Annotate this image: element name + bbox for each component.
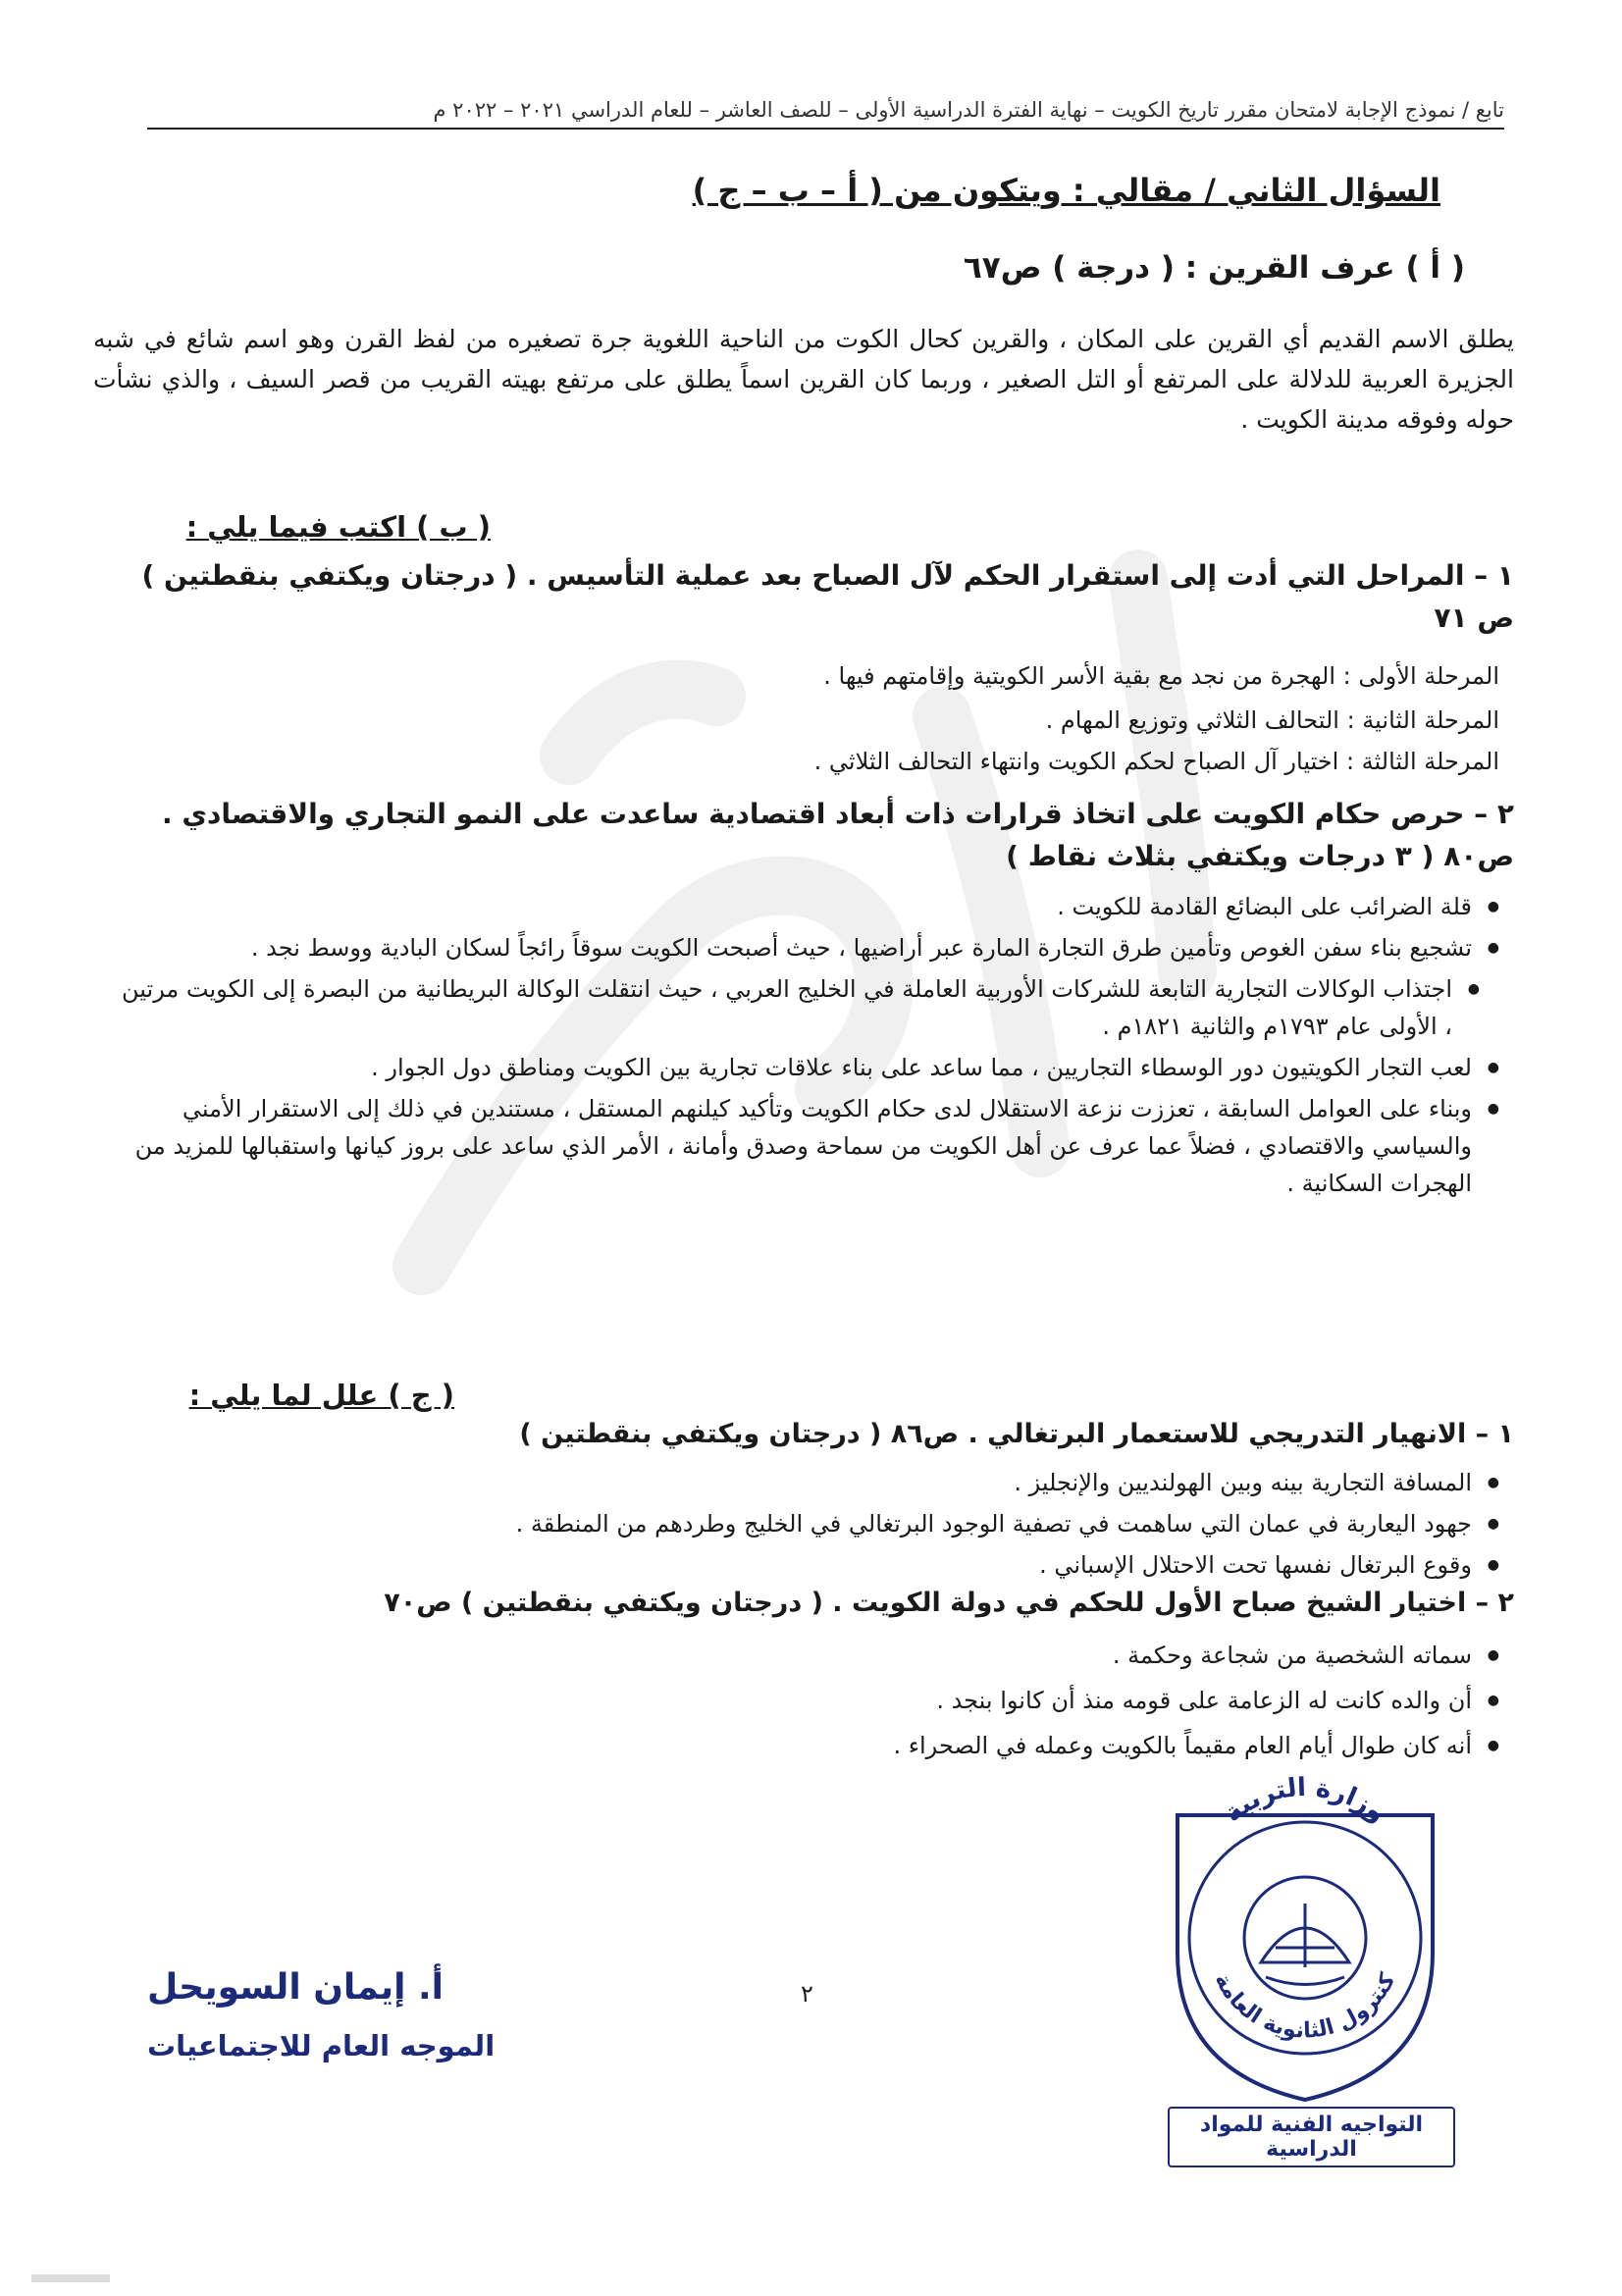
question-two-title: السؤال الثاني / مقالي : ويتكون من ( أ – ب – ج ) <box>692 172 1440 209</box>
page-header: تابع / نموذج الإجابة لامتحان مقرر تاريخ الكويت – نهاية الفترة الدراسية الأولى – للصف العاشر – للعام الدراسي ٢٠٢١ – ٢٠٢٢ م <box>147 98 1504 130</box>
signature-title: الموجه العام للاجتماعيات <box>147 2029 496 2062</box>
page-number: ٢ <box>801 1980 813 2008</box>
footer-mark <box>31 2274 110 2282</box>
part-a-heading: ( أ ) عرف القرين : ( درجة ) ص٦٧ <box>963 250 1465 286</box>
list-item: ● وبناء على العوامل السابقة ، تعززت نزعة الاستقلال لدى حكام الكويت وتأكيد كيلنهم المستقل ، مستندين في ذلك إلى الاستقرار الأمني والسياسي والاقتصادي ، فضلاً عما عرف عن أهل الكويت من سماحة وصدق وأمانة ، الأمر الذي ساعد على بروز كيانها واستقبالها للمزيد من الهجرات السكانية . <box>113 1090 1499 1202</box>
seal-label: التواجيه الفنية للمواد الدراسية <box>1168 2107 1455 2167</box>
list-item: ● المسافة التجارية بينه وبين الهولنديين والإنجليز . <box>196 1464 1499 1501</box>
list-item: ● قلة الضرائب على البضائع القادمة للكويت . <box>113 888 1499 925</box>
part-b-item-1-title: ١ – المراحل التي أدت إلى استقرار الحكم لآل الصباح بعد عملية التأسيس . ( درجتان ويكتفي بنقطتين ) ص ٧١ <box>141 559 1514 634</box>
signature-name: أ. إيمان السويحل <box>147 1967 444 2008</box>
ministry-seal-icon <box>1158 1776 1452 2110</box>
part-b-item-2-title: ٢ – حرص حكام الكويت على اتخاذ قرارات ذات أبعاد اقتصادية ساعدت على النمو التجاري والاقتصادي . ص٨٠ ( ٣ درجات ويكتفي بثلاث نقاط ) <box>161 798 1514 872</box>
part-b-heading: ( ب ) اكتب فيما يلي : <box>185 510 491 544</box>
part-a-answer: يطلق الاسم القديم أي القرين على المكان ، والقرين كحال الكوت من الناحية اللغوية جرة تصغيره من لفظ القرن وهو اسم شائع في شبه الجزيرة العربية للدلالة على المرتفع أو التل الصغير ، وربما كان القرين اسماً يطلق على مرتفع بهيته القريب من قصر السيف ، والذي نشأت حوله وفوقه مدينة الكويت . <box>93 325 1514 434</box>
list-item: ● اجتذاب الوكالات التجارية التابعة للشركات الأوربية العاملة في الخليج العربي ، حيث انتقلت الوكالة البريطانية من البصرة إلى الكويت مرتين ، الأولى عام ١٧٩٣م والثانية ١٨٢١م . <box>113 970 1480 1045</box>
b1-stage-1: المرحلة الأولى : الهجرة من نجد مع بقية الأسر الكويتية وإقامتهم فيها . <box>823 662 1499 690</box>
b1-stage-2: المرحلة الثانية : التحالف الثلاثي وتوزيع المهام . <box>1045 706 1499 734</box>
list-item: ● أنه كان طوال أيام العام مقيماً بالكويت وعمله في الصحراء . <box>196 1727 1499 1764</box>
part-c-item-1-list <box>196 1464 1499 1584</box>
list-item: ● جهود اليعاربة في عمان التي ساهمت في تصفية الوجود البرتغالي في الخليج وطردهم من المنطقة . <box>196 1505 1499 1542</box>
list-item: ● أن والده كانت له الزعامة على قومه منذ أن كانوا بنجد . <box>196 1682 1499 1719</box>
list-item: ● تشجيع بناء سفن الغوص وتأمين طرق التجارة المارة عبر أراضيها ، حيث أصبحت الكويت سوقاً رائجاً لسكان البادية ووسط نجد . <box>113 929 1499 966</box>
part-c-heading: ( ج ) علل لما يلي : <box>188 1379 454 1412</box>
seal-bottom-text: كنترول الثانوية العامة <box>1209 1969 1401 2044</box>
list-item: ● وقوع البرتغال نفسها تحت الاحتلال الإسباني . <box>196 1546 1499 1584</box>
part-c-item-2-title: ٢ – اختيار الشيخ صباح الأول للحكم في دولة الكويت . ( درجتان ويكتفي بنقطتين ) ص٧٠ <box>384 1588 1514 1618</box>
part-c-item-1-title: ١ – الانهيار التدريجي للاستعمار البرتغالي . ص٨٦ ( درجتان ويكتفي بنقطتين ) <box>519 1419 1514 1449</box>
list-item: ● سماته الشخصية من شجاعة وحكمة . <box>196 1637 1499 1674</box>
part-c-item-2-list <box>196 1637 1499 1764</box>
list-item: ● لعب التجار الكويتيون دور الوسطاء التجاريين ، مما ساعد على بناء علاقات تجارية بين الكويت ومناطق دول الجوار . <box>113 1049 1499 1086</box>
seal-top-text: وزارة التربية <box>1219 1776 1391 1829</box>
b1-stage-3: المرحلة الثالثة : اختيار آل الصباح لحكم الكويت وانتهاء التحالف الثلاثي . <box>813 748 1499 775</box>
part-b-item-2-list <box>113 888 1499 1202</box>
